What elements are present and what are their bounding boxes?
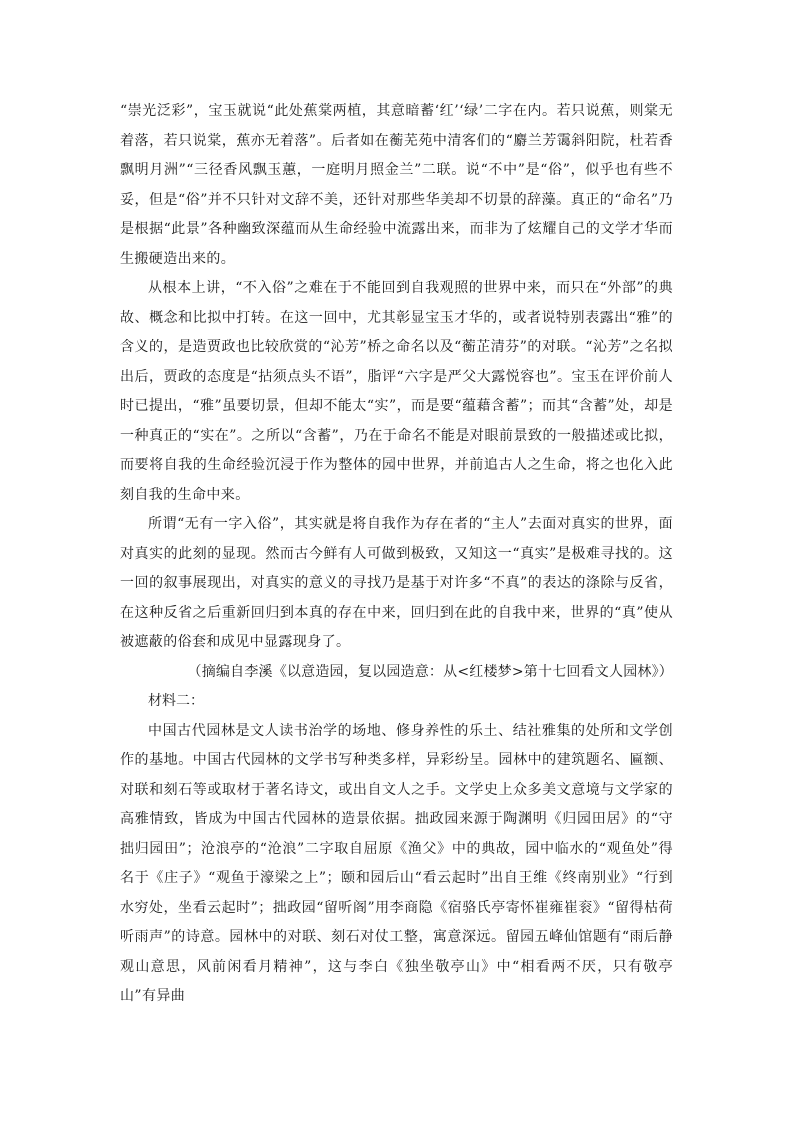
material-two-paragraph: 中国古代园林是文人读书治学的场地、修身养性的乐土、结社雅集的处所和文学创作的基地。中国古代园林的文学书写种类多样，异彩纷呈。园林中的建筑题名、匾额、对联和刻石等或取材于著名诗文，或出自文人之手。文学史上众多美文意境与文学家的高雅情致，皆成为中国古代园林的造景依据。拙政园来源于陶渊明《归园田居》的“守拙归园田”；沧浪亭的“沧浪”二字取自屈原《渔父》中的典故，园中临水的“观鱼处”得名于《庄子》“观鱼于濠梁之上”；颐和园后山“看云起时”出自王维《终南别业》“行到水穷处，坐看云起时”；拙政园“留听阁”用李商隐《宿骆氏亭寄怀崔雍崔衮》“留得枯荷听雨声”的诗意。园林中的对联、刻石对仗工整，寓意深远。留园五峰仙馆题有“雨后静观山意思，风前闲看月精神”，这与李白《独坐敬亭山》中“相看两不厌，只有敬亭山”有异曲 (120, 722, 673, 1004)
document-page (120, 97, 673, 1012)
paragraph-2: 从根本上讲，“不入俗”之难在于不能回到自我观照的世界中来，而只在“外部”的典故、概念和比拟中打转。在这一回中，尤其彰显宝玉才华的，或者说特别表露出“雅”的含义的，是造贾政也比较欣赏的“沁芳”桥之命名以及“蘅芷清芬”的对联。“沁芳”之名拟出后，贾政的态度是“拈须点头不语”，脂评“六字是严父大露悦容也”。宝玉在评价前人时已提出，“雅”虽要切景，但却不能太“实”，而是要“蕴藉含蓄”；而其“含蓄”处，却是一种真正的“实在”。之所以“含蓄”，乃在于命名不能是对眼前景致的一般描述或比拟，而要将自我的生命经验沉浸于作为整体的园中世界，并前追古人之生命，将之也化入此刻自我的生命中来。 (120, 280, 673, 503)
source-citation: （摘编自李溪《以意造园，复以园造意：从<红楼梦>第十七回看文人园林》） (187, 663, 673, 680)
paragraph-1: “崇光泛彩”，宝玉就说“此处蕉棠两植，其意暗蓄‘红’‘绿’二字在内。若只说蕉，则棠无着落，若只说棠，蕉亦无着落”。后者如在蘅芜苑中清客们的“麝兰芳霭斜阳院，杜若香飘明月洲”“三径香风飘玉蕙，一庭明月照金兰”二联。说“不中”是“俗”，似乎也有些不妥，但是“俗”并不只针对文辞不美，还针对那些华美却不切景的辞藻。真正的“命名”乃是根据“此景”各种幽致深蕴而从生命经验中流露出来，而非为了炫耀自己的文学才华而生搬硬造出来的。 (120, 103, 673, 267)
material-two-label: 材料二： (148, 693, 204, 709)
paragraph-3: 所谓“无有一字入俗”，其实就是将自我作为存在者的“主人”去面对真实的世界，面对真实的此刻的显现。然而古今鲜有人可做到极致，又知这一“真实”是极难寻找的。这一回的叙事展现出，对真实的意义的寻找乃是基于对许多“不真”的表达的涤除与反省，在这种反省之后重新回归到本真的存在中来，回归到在此的自我中来，世界的“真”使从被遮蔽的俗套和成见中显露现身了。 (120, 516, 673, 650)
